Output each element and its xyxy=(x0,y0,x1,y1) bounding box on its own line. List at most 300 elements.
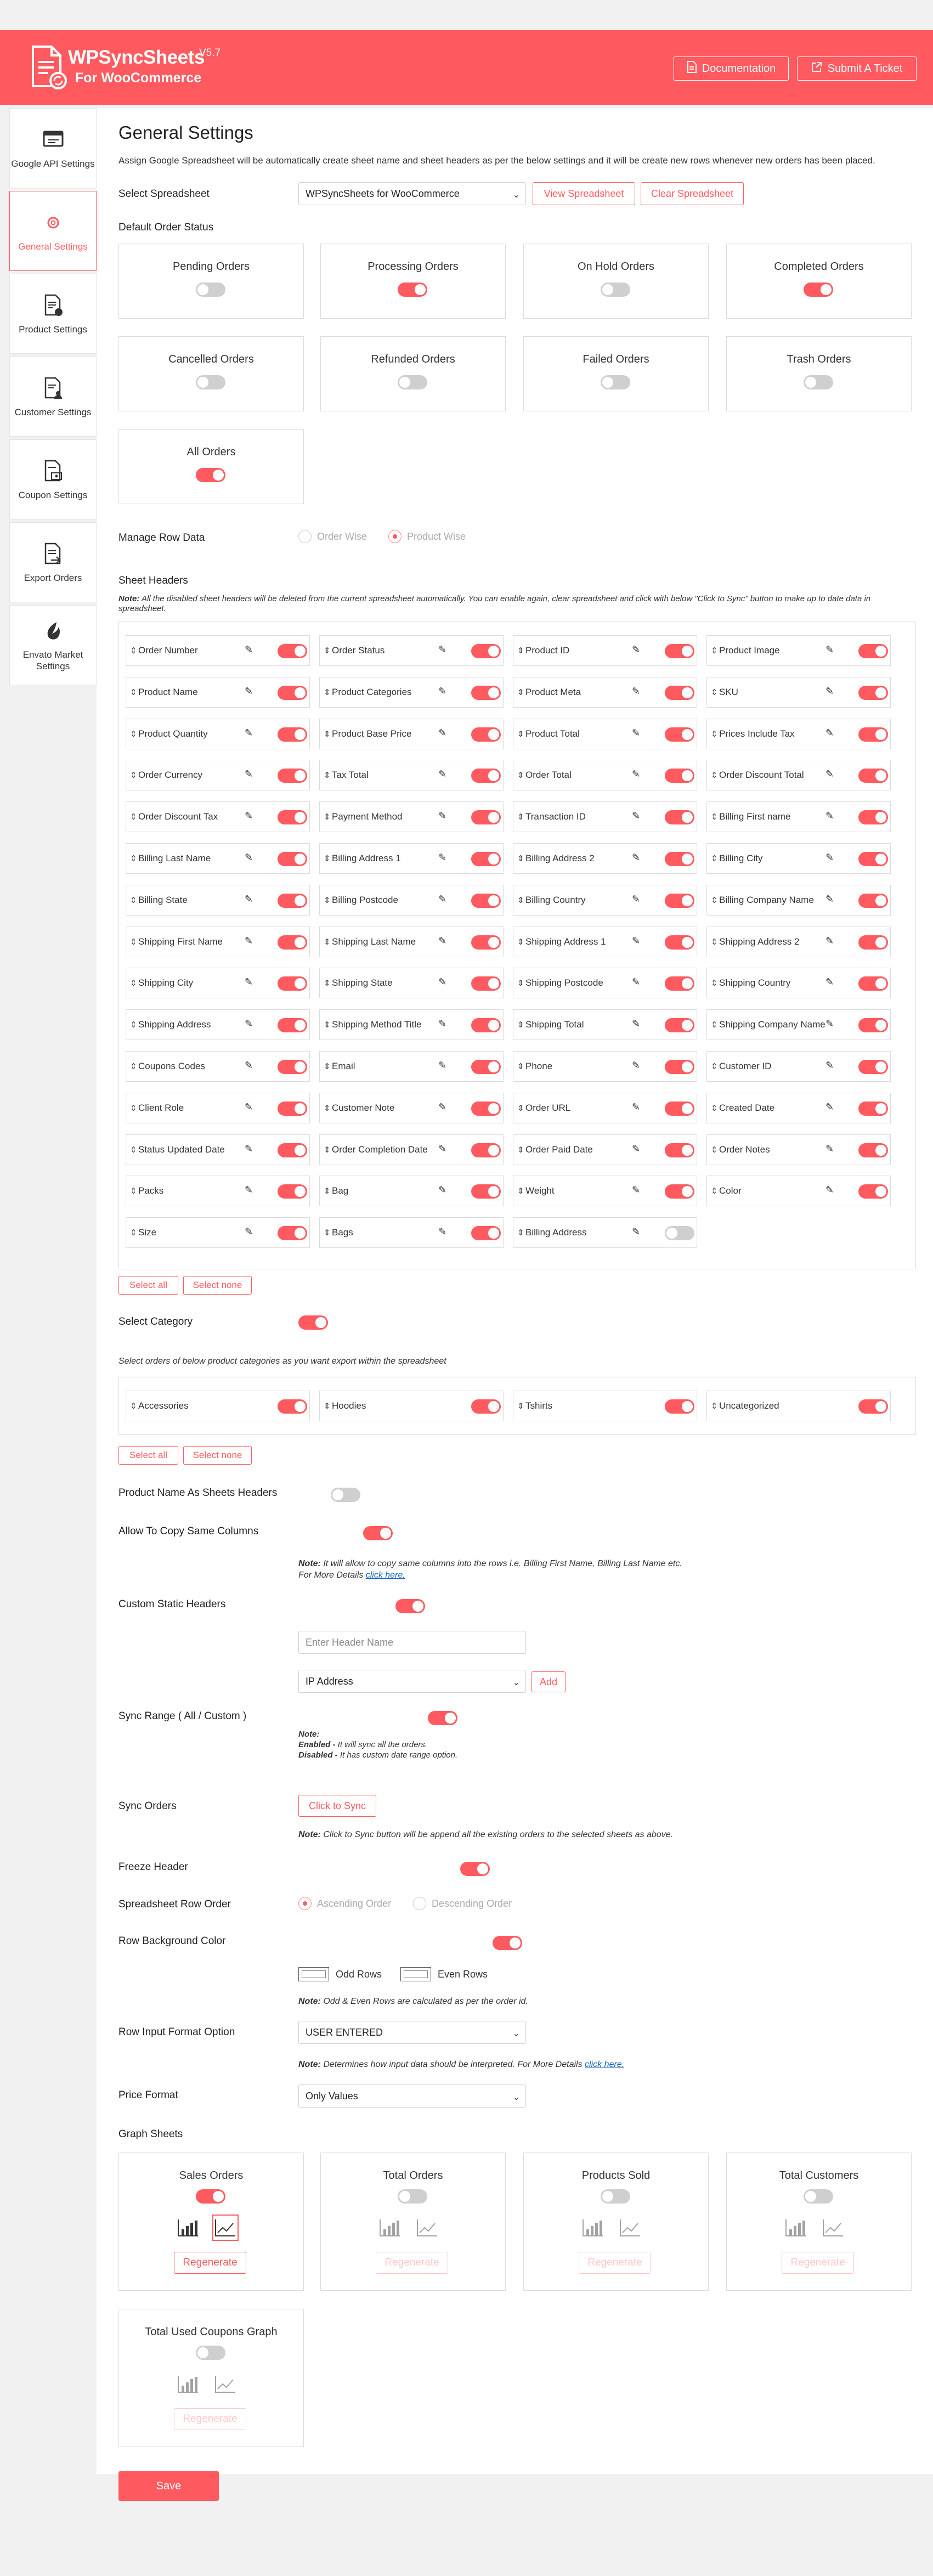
header-toggle[interactable] xyxy=(665,1018,694,1032)
edit-pencil-icon[interactable]: ✎ xyxy=(245,1184,253,1196)
document-icon xyxy=(687,61,697,76)
drag-handle-icon[interactable]: ⇕ xyxy=(130,979,137,988)
header-toggle[interactable] xyxy=(665,1143,694,1157)
edit-pencil-icon[interactable]: ✎ xyxy=(825,769,834,780)
sidebar-item-product-settings[interactable] xyxy=(9,274,97,354)
header-item xyxy=(513,968,697,998)
drag-handle-icon[interactable]: ⇕ xyxy=(130,646,137,656)
header-toggle[interactable] xyxy=(471,1060,501,1074)
drag-handle-icon[interactable]: ⇕ xyxy=(517,1103,524,1113)
edit-pencil-icon[interactable]: ✎ xyxy=(438,1143,447,1154)
edit-pencil-icon[interactable]: ✎ xyxy=(825,644,834,655)
edit-pencil-icon[interactable]: ✎ xyxy=(245,1060,253,1071)
edit-pencil-icon[interactable]: ✎ xyxy=(245,810,253,822)
bar-chart-icon[interactable] xyxy=(175,2371,201,2397)
headers-select-none-button[interactable]: Select none xyxy=(183,1276,252,1295)
drag-handle-icon[interactable]: ⇕ xyxy=(130,854,137,863)
header-toggle[interactable] xyxy=(665,1226,694,1240)
header-name: Packs xyxy=(138,1185,164,1196)
header-name: Billing Country xyxy=(525,894,586,905)
order-status-name: Pending Orders xyxy=(172,261,250,273)
drag-handle-icon[interactable]: ⇕ xyxy=(711,729,718,739)
regenerate-button[interactable]: Regenerate xyxy=(782,2252,854,2274)
edit-pencil-icon[interactable]: ✎ xyxy=(632,769,641,780)
header-toggle[interactable] xyxy=(858,644,888,658)
header-toggle[interactable] xyxy=(858,769,888,783)
graph-toggle[interactable] xyxy=(804,2189,833,2204)
header-toggle[interactable] xyxy=(471,852,501,866)
edit-pencil-icon[interactable]: ✎ xyxy=(438,893,447,905)
edit-pencil-icon[interactable]: ✎ xyxy=(825,810,834,822)
input-format-select[interactable] xyxy=(298,2021,526,2044)
header-toggle[interactable] xyxy=(471,1018,501,1032)
add-header-button[interactable]: Add xyxy=(531,1671,566,1692)
header-name-input[interactable]: Enter Header Name xyxy=(298,1631,526,1654)
edit-pencil-icon[interactable]: ✎ xyxy=(632,1101,641,1112)
regenerate-button[interactable]: Regenerate xyxy=(174,2408,246,2430)
edit-pencil-icon[interactable]: ✎ xyxy=(438,1101,447,1112)
edit-pencil-icon[interactable]: ✎ xyxy=(245,685,253,697)
header-toggle[interactable] xyxy=(858,894,888,908)
page-description: Assign Google Spreadsheet will be automatically create sheet name and sheet headers as per the below settings and it will be create new rows whenever new orders has been placed. xyxy=(118,155,875,166)
drag-handle-icon[interactable]: ⇕ xyxy=(324,812,331,822)
edit-pencil-icon[interactable]: ✎ xyxy=(632,685,641,697)
line-chart-icon[interactable] xyxy=(212,2371,239,2397)
header-item xyxy=(319,1217,504,1248)
sidebar-item-coupon-settings[interactable] xyxy=(9,439,97,519)
note-more: For More Details xyxy=(298,1571,366,1580)
drag-handle-icon[interactable]: ⇕ xyxy=(711,1062,718,1071)
drag-handle-icon[interactable]: ⇕ xyxy=(130,1145,137,1155)
sidebar-item-label: Export Orders xyxy=(24,572,82,583)
drag-handle-icon[interactable]: ⇕ xyxy=(517,1228,524,1238)
header-toggle[interactable] xyxy=(858,1060,888,1074)
header-name: SKU xyxy=(719,686,738,697)
edit-pencil-icon[interactable]: ✎ xyxy=(825,976,834,988)
header-item xyxy=(319,635,504,666)
header-toggle[interactable] xyxy=(278,686,307,700)
edit-pencil-icon[interactable]: ✎ xyxy=(438,935,447,946)
drag-handle-icon[interactable]: ⇕ xyxy=(517,729,524,739)
header-toggle[interactable] xyxy=(858,810,888,824)
color-swatch[interactable] xyxy=(400,1967,431,1981)
header-toggle[interactable] xyxy=(665,894,694,908)
drag-handle-icon[interactable]: ⇕ xyxy=(324,979,331,988)
gear-icon xyxy=(41,210,66,235)
header-name: Order Completion Date xyxy=(332,1144,428,1155)
header-toggle[interactable] xyxy=(471,727,501,742)
spreadsheet-select[interactable] xyxy=(298,182,526,205)
edit-pencil-icon[interactable]: ✎ xyxy=(825,1018,834,1030)
edit-pencil-icon[interactable]: ✎ xyxy=(245,935,253,946)
order-status-toggle[interactable] xyxy=(196,468,225,482)
header-toggle[interactable] xyxy=(471,810,501,824)
header-toggle[interactable] xyxy=(471,935,501,950)
drag-handle-icon[interactable]: ⇕ xyxy=(130,729,137,739)
category-select-none-button[interactable]: Select none xyxy=(183,1446,252,1465)
descending-order-radio[interactable] xyxy=(413,1897,512,1910)
header-toggle[interactable] xyxy=(471,1226,501,1240)
header-name: Weight xyxy=(525,1185,555,1196)
edit-pencil-icon[interactable]: ✎ xyxy=(825,1184,834,1196)
copy-columns-details-link[interactable]: click here. xyxy=(365,1571,405,1580)
header-toggle[interactable] xyxy=(471,976,501,991)
edit-pencil-icon[interactable]: ✎ xyxy=(438,1060,447,1071)
header-toggle[interactable] xyxy=(858,1101,888,1116)
header-item xyxy=(319,760,504,790)
header-toggle[interactable] xyxy=(471,1143,501,1157)
drag-handle-icon[interactable]: ⇕ xyxy=(324,854,331,863)
line-chart-icon[interactable] xyxy=(617,2215,643,2241)
edit-pencil-icon[interactable]: ✎ xyxy=(825,852,834,863)
header-toggle[interactable] xyxy=(665,1184,694,1199)
drag-handle-icon[interactable]: ⇕ xyxy=(130,895,137,905)
regenerate-button[interactable]: Regenerate xyxy=(579,2252,651,2274)
header-name: Shipping Postcode xyxy=(525,978,603,988)
header-toggle[interactable] xyxy=(471,686,501,700)
edit-pencil-icon[interactable]: ✎ xyxy=(632,1060,641,1071)
order-status-name: Completed Orders xyxy=(774,261,864,273)
custom-headers-toggle[interactable] xyxy=(395,1599,425,1613)
header-item xyxy=(126,885,310,916)
documentation-button[interactable] xyxy=(674,57,789,81)
header-toggle[interactable] xyxy=(278,727,307,742)
header-toggle[interactable] xyxy=(858,727,888,742)
order-status-name: Cancelled Orders xyxy=(168,353,254,365)
edit-pencil-icon[interactable]: ✎ xyxy=(438,852,447,863)
edit-pencil-icon[interactable]: ✎ xyxy=(245,976,253,988)
header-toggle[interactable] xyxy=(471,644,501,658)
header-name: Shipping State xyxy=(332,978,393,988)
category-name: Tshirts xyxy=(525,1400,553,1411)
drag-handle-icon[interactable]: ⇕ xyxy=(711,979,718,988)
category-toggle[interactable] xyxy=(471,1399,501,1414)
sidebar-item-google-api-settings[interactable] xyxy=(9,108,97,188)
drag-handle-icon[interactable]: ⇕ xyxy=(711,812,718,822)
header-name: Billing Address 2 xyxy=(525,853,595,863)
header-toggle[interactable] xyxy=(858,1184,888,1199)
copy-columns-toggle[interactable] xyxy=(363,1526,393,1540)
drag-handle-icon[interactable]: ⇕ xyxy=(517,979,524,988)
edit-pencil-icon[interactable]: ✎ xyxy=(245,1143,253,1154)
drag-handle-icon[interactable]: ⇕ xyxy=(130,1402,137,1411)
drag-handle-icon[interactable]: ⇕ xyxy=(711,687,718,697)
drag-handle-icon[interactable]: ⇕ xyxy=(324,1145,331,1155)
category-toggle[interactable] xyxy=(278,1399,307,1414)
drag-handle-icon[interactable]: ⇕ xyxy=(517,854,524,863)
edit-pencil-icon[interactable]: ✎ xyxy=(245,769,253,780)
select-category-toggle[interactable] xyxy=(298,1315,328,1330)
drag-handle-icon[interactable]: ⇕ xyxy=(517,1062,524,1071)
edit-pencil-icon[interactable]: ✎ xyxy=(632,852,641,863)
category-toggle[interactable] xyxy=(665,1399,694,1414)
order-status-toggle[interactable] xyxy=(196,283,225,297)
drag-handle-icon[interactable]: ⇕ xyxy=(130,1062,137,1071)
header-toggle[interactable] xyxy=(278,1143,307,1157)
drag-handle-icon[interactable]: ⇕ xyxy=(711,771,718,781)
save-button[interactable]: Save xyxy=(118,2471,219,2501)
drag-handle-icon[interactable]: ⇕ xyxy=(517,895,524,905)
edit-pencil-icon[interactable]: ✎ xyxy=(245,1101,253,1112)
header-toggle[interactable] xyxy=(665,976,694,991)
drag-handle-icon[interactable]: ⇕ xyxy=(324,1020,331,1030)
edit-pencil-icon[interactable]: ✎ xyxy=(632,810,641,822)
edit-pencil-icon[interactable]: ✎ xyxy=(632,893,641,905)
sidebar-item-export-orders[interactable] xyxy=(9,522,97,602)
drag-handle-icon[interactable]: ⇕ xyxy=(517,646,524,656)
headers-select-all-button[interactable]: Select all xyxy=(118,1276,178,1295)
order-status-toggle[interactable] xyxy=(196,375,225,389)
category-box xyxy=(118,1377,916,1435)
edit-pencil-icon[interactable]: ✎ xyxy=(825,935,834,946)
edit-pencil-icon[interactable]: ✎ xyxy=(825,727,834,738)
ascending-order-radio[interactable] xyxy=(298,1897,391,1910)
drag-handle-icon[interactable]: ⇕ xyxy=(517,687,524,697)
edit-pencil-icon[interactable]: ✎ xyxy=(632,976,641,988)
header-name: Order Currency xyxy=(138,770,203,781)
drag-handle-icon[interactable]: ⇕ xyxy=(711,854,718,863)
header-item xyxy=(706,719,891,749)
header-toggle[interactable] xyxy=(665,727,694,742)
header-toggle[interactable] xyxy=(471,1101,501,1116)
drag-handle-icon[interactable]: ⇕ xyxy=(517,937,524,947)
edit-pencil-icon[interactable]: ✎ xyxy=(438,810,447,822)
click-to-sync-button[interactable]: Click to Sync xyxy=(298,1795,376,1817)
bar-chart-icon[interactable] xyxy=(175,2215,201,2241)
sync-range-toggle[interactable] xyxy=(428,1711,457,1725)
header-toggle[interactable] xyxy=(665,1101,694,1116)
drag-handle-icon[interactable]: ⇕ xyxy=(711,1145,718,1155)
header-toggle[interactable] xyxy=(858,1143,888,1157)
submit-ticket-button[interactable] xyxy=(797,57,917,81)
drag-handle-icon[interactable]: ⇕ xyxy=(517,1145,524,1155)
header-toggle[interactable] xyxy=(665,686,694,700)
drag-handle-icon[interactable]: ⇕ xyxy=(130,812,137,822)
drag-handle-icon[interactable]: ⇕ xyxy=(711,1187,718,1196)
line-chart-icon[interactable] xyxy=(414,2215,440,2241)
edit-pencil-icon[interactable]: ✎ xyxy=(632,935,641,946)
bar-chart-icon[interactable] xyxy=(377,2215,403,2241)
edit-pencil-icon[interactable]: ✎ xyxy=(632,1184,641,1196)
drag-handle-icon[interactable]: ⇕ xyxy=(517,1020,524,1030)
regenerate-button[interactable]: Regenerate xyxy=(174,2252,246,2274)
edit-pencil-icon[interactable]: ✎ xyxy=(438,685,447,697)
drag-handle-icon[interactable]: ⇕ xyxy=(130,771,137,781)
header-toggle[interactable] xyxy=(858,686,888,700)
drag-handle-icon[interactable]: ⇕ xyxy=(711,646,718,656)
category-item xyxy=(706,1391,891,1421)
order-status-toggle[interactable] xyxy=(398,283,427,297)
drag-handle-icon[interactable]: ⇕ xyxy=(324,1187,331,1196)
edit-pencil-icon[interactable]: ✎ xyxy=(632,1226,641,1238)
drag-handle-icon[interactable]: ⇕ xyxy=(517,812,524,822)
drag-handle-icon[interactable]: ⇕ xyxy=(324,646,331,656)
header-toggle[interactable] xyxy=(278,1226,307,1240)
edit-pencil-icon[interactable]: ✎ xyxy=(245,1226,253,1238)
edit-pencil-icon[interactable]: ✎ xyxy=(825,1060,834,1071)
edit-pencil-icon[interactable]: ✎ xyxy=(825,1101,834,1112)
header-toggle[interactable] xyxy=(665,769,694,783)
sidebar-item-customer-settings[interactable] xyxy=(9,357,97,437)
drag-handle-icon[interactable]: ⇕ xyxy=(711,1402,718,1411)
graph-toggle[interactable] xyxy=(601,2189,630,2204)
note-text: It will allow to copy same columns into the rows i.e. Billing First Name, Billing Last Name etc. xyxy=(320,1559,682,1568)
edit-pencil-icon[interactable]: ✎ xyxy=(632,1143,641,1154)
edit-pencil-icon[interactable]: ✎ xyxy=(632,644,641,655)
product-name-headers-toggle[interactable] xyxy=(331,1488,360,1502)
drag-handle-icon[interactable]: ⇕ xyxy=(324,1062,331,1071)
header-toggle[interactable] xyxy=(471,1184,501,1199)
drag-handle-icon[interactable]: ⇕ xyxy=(711,895,718,905)
row-background-note xyxy=(298,1996,528,2007)
header-toggle[interactable] xyxy=(278,1060,307,1074)
order-status-toggle[interactable] xyxy=(804,375,833,389)
edit-pencil-icon[interactable]: ✎ xyxy=(438,644,447,655)
edit-pencil-icon[interactable]: ✎ xyxy=(438,976,447,988)
edit-pencil-icon[interactable]: ✎ xyxy=(825,893,834,905)
product-wise-radio[interactable] xyxy=(388,530,466,543)
drag-handle-icon[interactable]: ⇕ xyxy=(324,895,331,905)
edit-pencil-icon[interactable]: ✎ xyxy=(632,1018,641,1030)
header-toggle[interactable] xyxy=(278,852,307,866)
odd-rows-color[interactable] xyxy=(298,1967,382,1981)
edit-pencil-icon[interactable]: ✎ xyxy=(245,644,253,655)
drag-handle-icon[interactable]: ⇕ xyxy=(130,1103,137,1113)
header-name: Bag xyxy=(332,1185,349,1196)
category-select-all-button[interactable]: Select all xyxy=(118,1446,178,1465)
graph-type-icons xyxy=(377,2215,440,2241)
drag-handle-icon[interactable]: ⇕ xyxy=(711,1020,718,1030)
coupon-doc-icon xyxy=(41,459,66,484)
header-toggle[interactable] xyxy=(278,1018,307,1032)
even-rows-color[interactable] xyxy=(400,1967,488,1981)
header-toggle[interactable] xyxy=(471,894,501,908)
enabled-label: Enabled - xyxy=(298,1740,336,1749)
header-toggle[interactable] xyxy=(278,810,307,824)
header-toggle[interactable] xyxy=(858,935,888,950)
line-chart-icon[interactable] xyxy=(212,2215,239,2241)
header-toggle[interactable] xyxy=(278,1184,307,1199)
edit-pencil-icon[interactable]: ✎ xyxy=(825,685,834,697)
custom-header-select[interactable] xyxy=(298,1670,526,1693)
header-toggle[interactable] xyxy=(858,852,888,866)
drag-handle-icon[interactable]: ⇕ xyxy=(517,1402,524,1411)
header-toggle[interactable] xyxy=(665,810,694,824)
header-item xyxy=(126,760,310,790)
clear-spreadsheet-button[interactable]: Clear Spreadsheet xyxy=(641,182,744,205)
order-status-name: Trash Orders xyxy=(787,353,851,365)
order-status-card xyxy=(118,336,304,411)
drag-handle-icon[interactable]: ⇕ xyxy=(324,687,331,697)
order-status-toggle[interactable] xyxy=(601,283,630,297)
default-order-status-label: Default Order Status xyxy=(118,222,214,233)
edit-pencil-icon[interactable]: ✎ xyxy=(825,1143,834,1154)
view-spreadsheet-button[interactable]: View Spreadsheet xyxy=(533,182,635,205)
header-toggle[interactable] xyxy=(278,769,307,783)
color-swatch[interactable] xyxy=(298,1967,329,1981)
edit-pencil-icon[interactable]: ✎ xyxy=(438,727,447,738)
order-status-toggle[interactable] xyxy=(804,283,833,297)
graph-toggle[interactable] xyxy=(196,2189,225,2204)
edit-pencil-icon[interactable]: ✎ xyxy=(245,1018,253,1030)
sidebar-item-general-settings[interactable] xyxy=(9,191,97,271)
note-text: All the disabled sheet headers will be deleted from the current spreadsheet automatically. You can enable again, clear spreadsheet and click with below "Click to Sync" button to make up to date data in spreadsheet. xyxy=(118,594,871,613)
sidebar-item-label: Coupon Settings xyxy=(18,489,88,500)
header-toggle[interactable] xyxy=(278,935,307,950)
header-name: Color xyxy=(719,1185,742,1196)
drag-handle-icon[interactable]: ⇕ xyxy=(324,729,331,739)
drag-handle-icon[interactable]: ⇕ xyxy=(324,1228,331,1238)
edit-pencil-icon[interactable]: ✎ xyxy=(245,893,253,905)
header-name: Size xyxy=(138,1227,157,1238)
order-status-toggle[interactable] xyxy=(601,375,630,389)
header-name: Bags xyxy=(332,1227,353,1238)
header-toggle[interactable] xyxy=(278,644,307,658)
graph-name: Products Sold xyxy=(581,2170,651,2182)
edit-pencil-icon[interactable]: ✎ xyxy=(438,1184,447,1196)
drag-handle-icon[interactable]: ⇕ xyxy=(711,1103,718,1113)
row-background-toggle[interactable] xyxy=(493,1936,522,1950)
drag-handle-icon[interactable]: ⇕ xyxy=(324,771,331,781)
edit-pencil-icon[interactable]: ✎ xyxy=(245,727,253,738)
order-status-toggle[interactable] xyxy=(398,375,427,389)
category-toggle[interactable] xyxy=(858,1399,888,1414)
drag-handle-icon[interactable]: ⇕ xyxy=(711,937,718,947)
price-format-select[interactable] xyxy=(298,2084,526,2108)
graph-toggle[interactable] xyxy=(196,2346,225,2360)
drag-handle-icon[interactable]: ⇕ xyxy=(130,687,137,697)
header-item xyxy=(706,885,891,916)
input-format-details-link[interactable]: click here. xyxy=(585,2060,625,2069)
header-toggle[interactable] xyxy=(665,644,694,658)
drag-handle-icon[interactable]: ⇕ xyxy=(324,937,331,947)
edit-pencil-icon[interactable]: ✎ xyxy=(438,769,447,780)
graph-name: Total Customers xyxy=(779,2170,859,2182)
header-toggle[interactable] xyxy=(278,1101,307,1116)
drag-handle-icon[interactable]: ⇕ xyxy=(517,1187,524,1196)
freeze-header-toggle[interactable] xyxy=(460,1862,490,1876)
edit-pencil-icon[interactable]: ✎ xyxy=(632,727,641,738)
header-toggle[interactable] xyxy=(278,976,307,991)
bar-chart-icon[interactable] xyxy=(783,2215,809,2241)
header-name: Tax Total xyxy=(332,770,369,781)
bar-chart-icon[interactable] xyxy=(580,2215,606,2241)
header-toggle[interactable] xyxy=(278,894,307,908)
line-chart-icon[interactable] xyxy=(820,2215,846,2241)
drag-handle-icon[interactable]: ⇕ xyxy=(130,1228,137,1238)
edit-pencil-icon[interactable]: ✎ xyxy=(438,1226,447,1238)
header-toggle[interactable] xyxy=(858,976,888,991)
header-toggle[interactable] xyxy=(858,1018,888,1032)
edit-pencil-icon[interactable]: ✎ xyxy=(438,1018,447,1030)
drag-handle-icon[interactable]: ⇕ xyxy=(130,1020,137,1030)
header-toggle[interactable] xyxy=(665,852,694,866)
graph-toggle[interactable] xyxy=(398,2189,427,2204)
drag-handle-icon[interactable]: ⇕ xyxy=(130,1187,137,1196)
order-wise-radio[interactable] xyxy=(298,530,367,543)
regenerate-button[interactable]: Regenerate xyxy=(376,2252,448,2274)
drag-handle-icon[interactable]: ⇕ xyxy=(324,1402,331,1411)
order-status-name: All Orders xyxy=(186,446,236,458)
sidebar-item-envato-market-settings[interactable] xyxy=(9,605,97,685)
edit-pencil-icon[interactable]: ✎ xyxy=(245,852,253,863)
header-toggle[interactable] xyxy=(665,935,694,950)
header-toggle[interactable] xyxy=(471,769,501,783)
drag-handle-icon[interactable]: ⇕ xyxy=(324,1103,331,1113)
header-toggle[interactable] xyxy=(665,1060,694,1074)
drag-handle-icon[interactable]: ⇕ xyxy=(517,771,524,781)
drag-handle-icon[interactable]: ⇕ xyxy=(130,937,137,947)
